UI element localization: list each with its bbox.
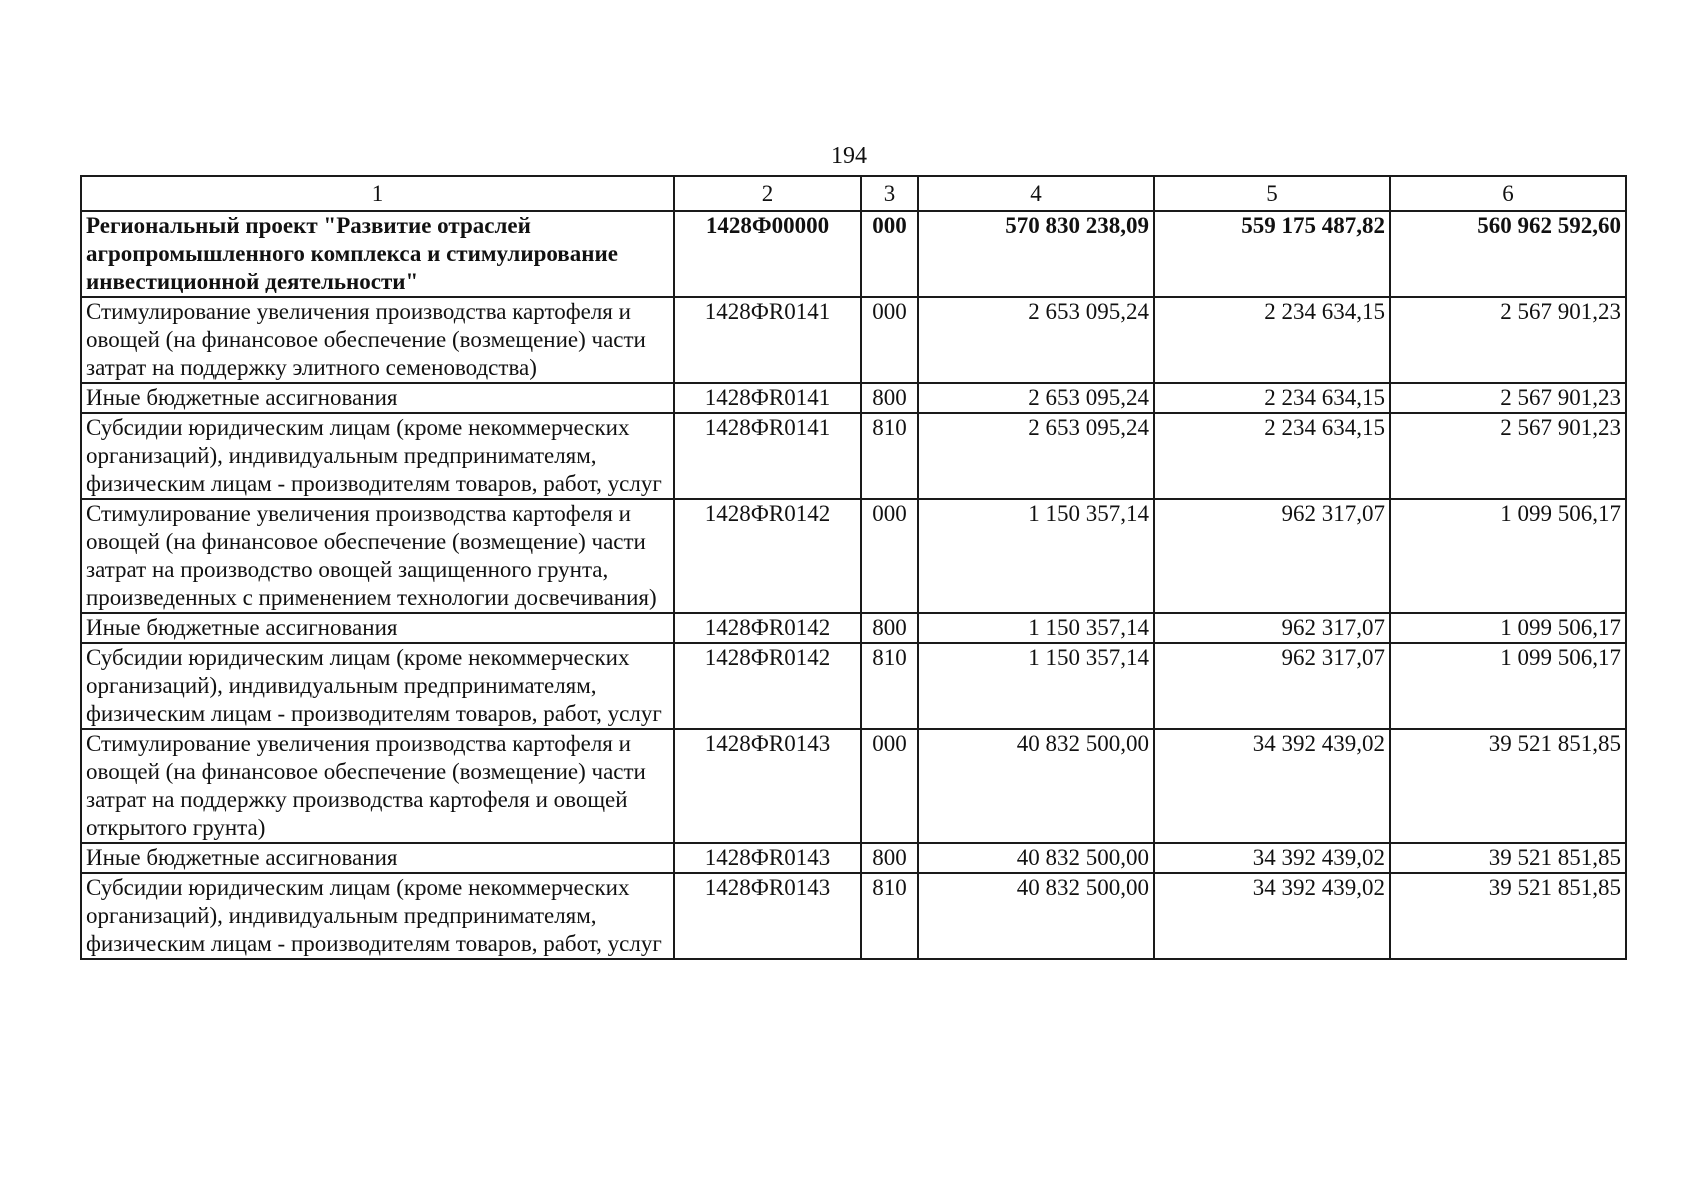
cell-amount-col4: 2 653 095,24 (918, 297, 1154, 383)
budget-table (80, 175, 1627, 960)
cell-code: 1428ФR0141 (674, 413, 861, 499)
cell-amount-col5: 34 392 439,02 (1154, 873, 1390, 959)
cell-amount-col5: 2 234 634,15 (1154, 297, 1390, 383)
cell-amount-col6: 2 567 901,23 (1390, 297, 1626, 383)
cell-expense-type: 810 (861, 873, 918, 959)
cell-code: 1428ФR0142 (674, 643, 861, 729)
cell-code: 1428ФR0142 (674, 499, 861, 613)
table-row (81, 613, 1626, 643)
cell-amount-col4: 40 832 500,00 (918, 843, 1154, 873)
table-row (81, 843, 1626, 873)
cell-amount-col6: 39 521 851,85 (1390, 873, 1626, 959)
cell-amount-col4: 2 653 095,24 (918, 383, 1154, 413)
cell-amount-col6: 1 099 506,17 (1390, 643, 1626, 729)
page-number: 194 (831, 143, 867, 169)
cell-code: 1428ФR0143 (674, 729, 861, 843)
cell-amount-col6: 560 962 592,60 (1390, 211, 1626, 297)
cell-expense-type: 000 (861, 211, 918, 297)
table-row (81, 211, 1626, 297)
cell-expense-type: 800 (861, 843, 918, 873)
cell-code: 1428ФR0142 (674, 613, 861, 643)
cell-amount-col5: 962 317,07 (1154, 499, 1390, 613)
cell-amount-col6: 1 099 506,17 (1390, 499, 1626, 613)
cell-expense-type: 000 (861, 499, 918, 613)
cell-amount-col5: 962 317,07 (1154, 643, 1390, 729)
cell-amount-col5: 34 392 439,02 (1154, 729, 1390, 843)
cell-amount-col6: 2 567 901,23 (1390, 413, 1626, 499)
table-row (81, 643, 1626, 729)
cell-amount-col5: 2 234 634,15 (1154, 413, 1390, 499)
cell-name: Субсидии юридическим лицам (кроме некоммерческих организаций), индивидуальным предпринимателям, физическим лицам - производителям товаров, работ, услуг (81, 643, 674, 729)
cell-name: Иные бюджетные ассигнования (81, 843, 674, 873)
cell-name: Субсидии юридическим лицам (кроме некоммерческих организаций), индивидуальным предпринимателям, физическим лицам - производителям товаров, работ, услуг (81, 873, 674, 959)
header-col-4: 4 (918, 176, 1154, 211)
cell-expense-type: 810 (861, 413, 918, 499)
cell-code: 1428ФR0141 (674, 383, 861, 413)
table-header-row (81, 176, 1626, 211)
cell-amount-col4: 1 150 357,14 (918, 643, 1154, 729)
header-col-6: 6 (1390, 176, 1626, 211)
table-row (81, 729, 1626, 843)
cell-expense-type: 000 (861, 297, 918, 383)
cell-expense-type: 800 (861, 383, 918, 413)
cell-amount-col6: 39 521 851,85 (1390, 843, 1626, 873)
cell-amount-col6: 2 567 901,23 (1390, 383, 1626, 413)
cell-amount-col4: 40 832 500,00 (918, 729, 1154, 843)
cell-expense-type: 810 (861, 643, 918, 729)
cell-amount-col5: 2 234 634,15 (1154, 383, 1390, 413)
cell-amount-col4: 1 150 357,14 (918, 499, 1154, 613)
cell-amount-col6: 39 521 851,85 (1390, 729, 1626, 843)
cell-name: Стимулирование увеличения производства картофеля и овощей (на финансовое обеспечение (возмещение) части затрат на поддержку производства картофеля и овощей открытого грунта) (81, 729, 674, 843)
cell-amount-col4: 2 653 095,24 (918, 413, 1154, 499)
cell-name: Региональный проект "Развитие отраслей агропромышленного комплекса и стимулирование инвестиционной деятельности" (81, 211, 674, 297)
table-row (81, 499, 1626, 613)
cell-amount-col6: 1 099 506,17 (1390, 613, 1626, 643)
cell-code: 1428ФR0141 (674, 297, 861, 383)
cell-expense-type: 000 (861, 729, 918, 843)
cell-code: 1428Ф00000 (674, 211, 861, 297)
header-col-1: 1 (81, 176, 674, 211)
header-col-5: 5 (1154, 176, 1390, 211)
header-col-3: 3 (861, 176, 918, 211)
table-row (81, 383, 1626, 413)
table-row (81, 873, 1626, 959)
cell-code: 1428ФR0143 (674, 843, 861, 873)
cell-code: 1428ФR0143 (674, 873, 861, 959)
cell-amount-col5: 34 392 439,02 (1154, 843, 1390, 873)
cell-name: Субсидии юридическим лицам (кроме некоммерческих организаций), индивидуальным предпринимателям, физическим лицам - производителям товаров, работ, услуг (81, 413, 674, 499)
cell-name: Стимулирование увеличения производства картофеля и овощей (на финансовое обеспечение (возмещение) части затрат на поддержку элитного семеноводства) (81, 297, 674, 383)
cell-amount-col4: 1 150 357,14 (918, 613, 1154, 643)
cell-name: Иные бюджетные ассигнования (81, 613, 674, 643)
cell-amount-col4: 570 830 238,09 (918, 211, 1154, 297)
cell-name: Иные бюджетные ассигнования (81, 383, 674, 413)
table-body (81, 211, 1626, 959)
table-row (81, 413, 1626, 499)
cell-amount-col5: 559 175 487,82 (1154, 211, 1390, 297)
table-row (81, 297, 1626, 383)
cell-expense-type: 800 (861, 613, 918, 643)
cell-name: Стимулирование увеличения производства картофеля и овощей (на финансовое обеспечение (возмещение) части затрат на производство овощей защищенного грунта, произведенных с применением технологии досвечивания) (81, 499, 674, 613)
cell-amount-col5: 962 317,07 (1154, 613, 1390, 643)
header-col-2: 2 (674, 176, 861, 211)
cell-amount-col4: 40 832 500,00 (918, 873, 1154, 959)
